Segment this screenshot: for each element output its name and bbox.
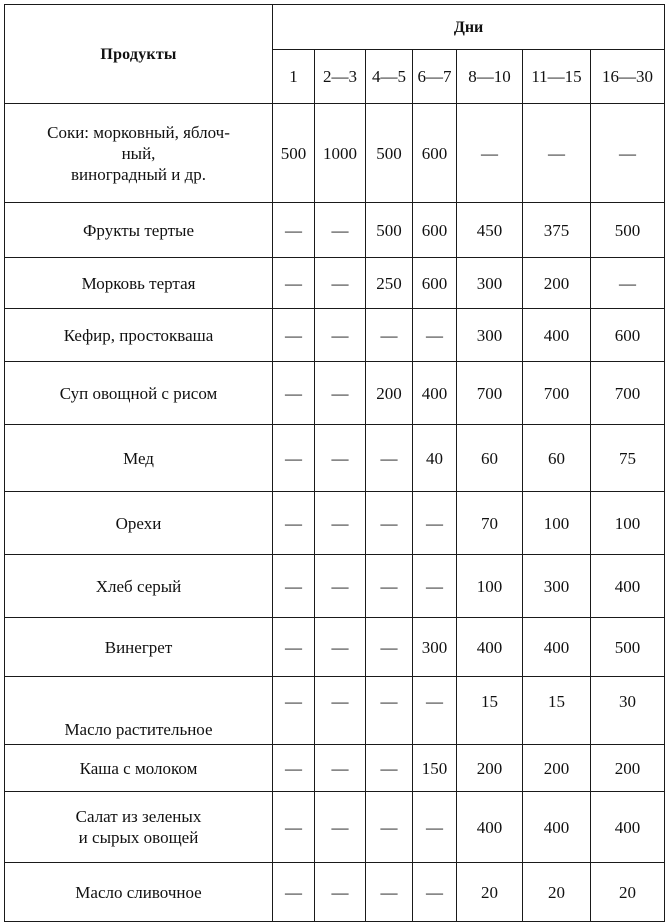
amount-cell: —	[273, 203, 315, 258]
day-range-header: 4—5	[366, 50, 413, 104]
amount-cell: —	[315, 309, 366, 362]
day-range-header: 2—3	[315, 50, 366, 104]
amount-cell: 500	[366, 104, 413, 203]
amount-cell: —	[413, 677, 457, 745]
amount-cell: —	[273, 425, 315, 492]
amount-cell: —	[413, 309, 457, 362]
amount-cell: 20	[591, 863, 665, 922]
amount-cell: —	[315, 677, 366, 745]
amount-cell: 600	[413, 104, 457, 203]
amount-cell: —	[366, 863, 413, 922]
table-row	[5, 362, 665, 425]
amount-cell: 60	[457, 425, 523, 492]
amount-cell: 300	[457, 258, 523, 309]
amount-cell: —	[366, 425, 413, 492]
amount-cell: 200	[457, 745, 523, 792]
amount-cell: —	[366, 618, 413, 677]
amount-cell: 30	[591, 677, 665, 745]
table-row	[5, 309, 665, 362]
amount-cell: 400	[591, 792, 665, 863]
amount-cell: —	[315, 492, 366, 555]
table-row	[5, 863, 665, 922]
amount-cell: —	[457, 104, 523, 203]
table-row	[5, 745, 665, 792]
amount-cell: —	[366, 309, 413, 362]
amount-cell: 150	[413, 745, 457, 792]
amount-cell: 700	[591, 362, 665, 425]
amount-cell: —	[523, 104, 591, 203]
amount-cell: —	[366, 492, 413, 555]
amount-cell: 200	[591, 745, 665, 792]
product-name-cell: Масло растительное	[5, 677, 273, 745]
amount-cell: —	[273, 745, 315, 792]
amount-cell: —	[413, 555, 457, 618]
day-range-header: 16—30	[591, 50, 665, 104]
product-name-cell: Каша с молоком	[5, 745, 273, 792]
amount-cell: 250	[366, 258, 413, 309]
amount-cell: 500	[591, 618, 665, 677]
amount-cell: 15	[457, 677, 523, 745]
product-name-cell: Морковь тертая	[5, 258, 273, 309]
amount-cell: —	[315, 203, 366, 258]
amount-cell: 20	[457, 863, 523, 922]
amount-cell: —	[413, 792, 457, 863]
amount-cell: —	[315, 792, 366, 863]
amount-cell: 400	[523, 309, 591, 362]
amount-cell: 300	[413, 618, 457, 677]
amount-cell: 200	[523, 745, 591, 792]
amount-cell: 75	[591, 425, 665, 492]
amount-cell: 1000	[315, 104, 366, 203]
amount-cell: —	[315, 258, 366, 309]
table-header	[5, 5, 665, 104]
product-name-cell: Суп овощной с рисом	[5, 362, 273, 425]
table-body	[5, 104, 665, 922]
amount-cell: —	[315, 425, 366, 492]
table-row	[5, 258, 665, 309]
amount-cell: —	[273, 792, 315, 863]
product-name-cell: Фрукты тертые	[5, 203, 273, 258]
product-name-cell: Хлеб серый	[5, 555, 273, 618]
amount-cell: 375	[523, 203, 591, 258]
table-row	[5, 677, 665, 745]
amount-cell: 600	[591, 309, 665, 362]
amount-cell: 600	[413, 258, 457, 309]
day-range-header: 11—15	[523, 50, 591, 104]
amount-cell: 400	[457, 618, 523, 677]
amount-cell: 500	[273, 104, 315, 203]
amount-cell: —	[273, 362, 315, 425]
table-row	[5, 555, 665, 618]
amount-cell: —	[273, 555, 315, 618]
product-name-cell: Орехи	[5, 492, 273, 555]
amount-cell: —	[591, 258, 665, 309]
amount-cell: 700	[457, 362, 523, 425]
table-row	[5, 792, 665, 863]
amount-cell: 100	[457, 555, 523, 618]
amount-cell: 450	[457, 203, 523, 258]
amount-cell: —	[413, 863, 457, 922]
amount-cell: 60	[523, 425, 591, 492]
amount-cell: —	[366, 792, 413, 863]
amount-cell: 300	[457, 309, 523, 362]
amount-cell: 20	[523, 863, 591, 922]
diet-table-container	[4, 4, 665, 922]
amount-cell: 400	[523, 792, 591, 863]
amount-cell: —	[273, 618, 315, 677]
product-name-cell: Соки: морковный, яблоч- ный, виноградный и др.	[5, 104, 273, 203]
product-name-cell: Салат из зеленых и сырых овощей	[5, 792, 273, 863]
amount-cell: 100	[523, 492, 591, 555]
amount-cell: 500	[591, 203, 665, 258]
amount-cell: 500	[366, 203, 413, 258]
amount-cell: —	[315, 863, 366, 922]
amount-cell: 600	[413, 203, 457, 258]
product-name-cell: Масло сливочное	[5, 863, 273, 922]
amount-cell: 40	[413, 425, 457, 492]
product-name-cell: Мед	[5, 425, 273, 492]
amount-cell: —	[366, 555, 413, 618]
amount-cell: —	[273, 258, 315, 309]
amount-cell: —	[315, 555, 366, 618]
amount-cell: —	[273, 863, 315, 922]
amount-cell: 300	[523, 555, 591, 618]
amount-cell: 100	[591, 492, 665, 555]
amount-cell: 15	[523, 677, 591, 745]
amount-cell: —	[315, 362, 366, 425]
header-row	[5, 5, 665, 50]
table-row	[5, 425, 665, 492]
day-range-header: 8—10	[457, 50, 523, 104]
amount-cell: —	[273, 309, 315, 362]
day-range-header: 1	[273, 50, 315, 104]
table-row	[5, 104, 665, 203]
table-row	[5, 203, 665, 258]
amount-cell: 200	[523, 258, 591, 309]
amount-cell: —	[273, 677, 315, 745]
amount-cell: 700	[523, 362, 591, 425]
amount-cell: 200	[366, 362, 413, 425]
product-name-cell: Кефир, простокваша	[5, 309, 273, 362]
products-column-header: Продукты	[5, 5, 273, 104]
product-name-cell: Винегрет	[5, 618, 273, 677]
amount-cell: —	[366, 677, 413, 745]
amount-cell: —	[315, 745, 366, 792]
amount-cell: 400	[413, 362, 457, 425]
amount-cell: —	[366, 745, 413, 792]
amount-cell: —	[273, 492, 315, 555]
amount-cell: —	[591, 104, 665, 203]
table-row	[5, 492, 665, 555]
days-column-header: Дни	[273, 5, 665, 50]
amount-cell: —	[315, 618, 366, 677]
amount-cell: 70	[457, 492, 523, 555]
amount-cell: 400	[523, 618, 591, 677]
amount-cell: 400	[457, 792, 523, 863]
amount-cell: —	[413, 492, 457, 555]
diet-table	[4, 4, 665, 922]
day-range-header: 6—7	[413, 50, 457, 104]
amount-cell: 400	[591, 555, 665, 618]
table-row	[5, 618, 665, 677]
